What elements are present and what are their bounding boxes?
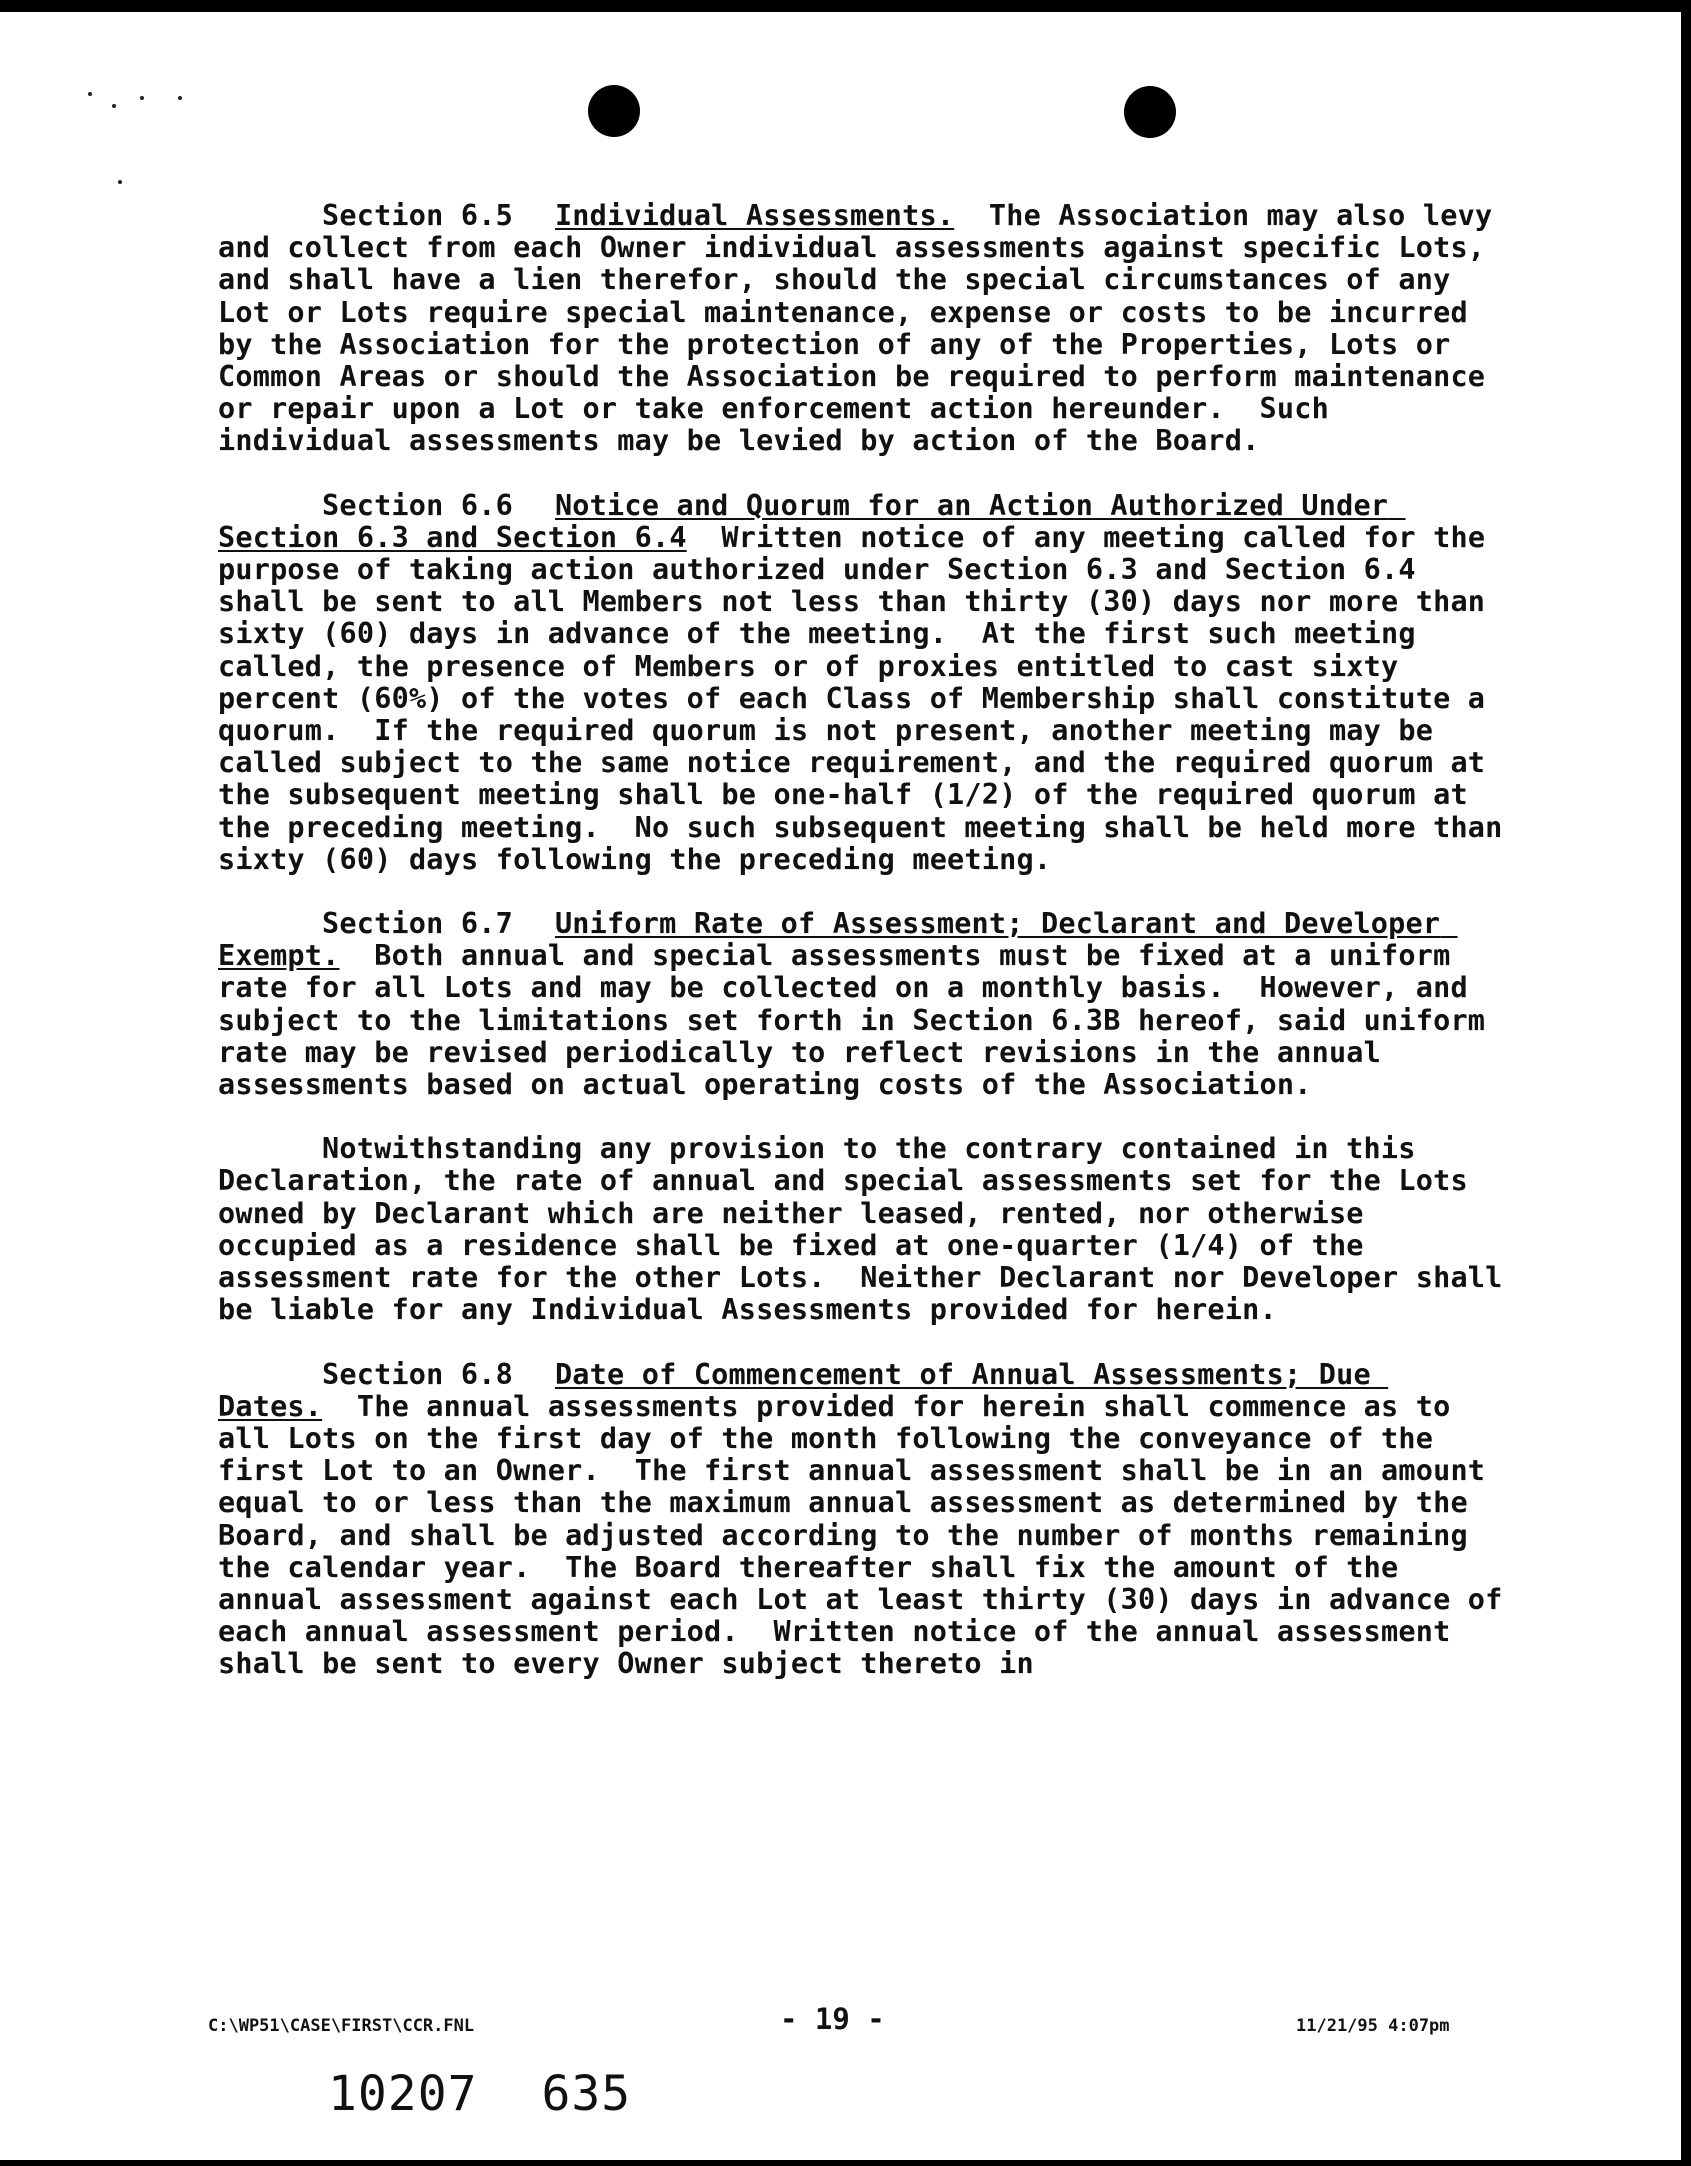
timestamp: 11/21/95 4:07pm [1296, 2016, 1450, 2036]
section-title: Uniform Rate of Assessment; Declarant and Developer Exempt. [218, 907, 1458, 973]
section-body: The Association may also levy and collect from each Owner individual assessments against specific Lots, and shall have a lien therefor, should the special circumstances of any Lot or Lots require special maintenance, expense or costs to be incurred by the Association for the protection of any of the Properties, Lots or Common Areas or should the Association be required to perform maintenance or repair upon a Lot or take enforcement action hereunder. Such individual assessments may be levied by action of the Board. [218, 199, 1510, 458]
record-page-number: 635 [541, 2066, 632, 2122]
scan-speck [140, 96, 144, 100]
section-title: Date of Commencement of Annual Assessments; Due Dates. [218, 1357, 1389, 1423]
notwithstanding-paragraph [218, 1132, 1520, 1327]
record-stamp [328, 2066, 631, 2122]
document-body [218, 199, 1520, 1713]
scan-edge-bottom [0, 2160, 1691, 2166]
record-book-number: 10207 [328, 2066, 478, 2122]
section-body: Written notice of any meeting called for the purpose of taking action authorized under Section 6.3 and Section 6.4 shall be sent to all Members not less than thirty (30) days nor more than sixty (60) days in advance of the meeting. At the first such meeting called, the presence of Members or of proxies entitled to cast sixty percent (60%) of the votes of each Class of Membership shall constitute a quorum. If the required quorum is not present, another meeting may be called subject to the same notice requirement, and the required quorum at the subsequent meeting shall be one-half (1/2) of the required quorum at the preceding meeting. No such subsequent meeting shall be held more than sixty (60) days following the preceding meeting. [218, 520, 1520, 876]
scan-edge-top [0, 0, 1691, 12]
scan-speck [112, 104, 116, 108]
section-body: The annual assessments provided for herein shall commence as to all Lots on the first day of the month following the conveyance of the first Lot to an Owner. The first annual assessment shall be in an amount equal to or less than the maximum annual assessment as determined by the Board, and shall be adjusted according to the number of months remaining the calendar year. The Board thereafter shall fix the amount of the annual assessment against each Lot at least thirty (30) days in advance of each annual assessment period. Written notice of the annual assessment shall be sent to every Owner subject thereto in [218, 1389, 1520, 1681]
section-number: Section 6.7 [322, 907, 513, 941]
scan-speck [88, 92, 92, 96]
page-number: - 19 - [780, 2002, 885, 2036]
section-title: Notice and Quorum for an Action Authorized Under Section 6.3 and Section 6.4 [218, 488, 1406, 554]
scan-speck [178, 96, 182, 100]
punch-hole-left [588, 85, 640, 137]
section-body: Both annual and special assessments must be fixed at a uniform rate for all Lots and may be collected on a monthly basis. However, and subject to the limitations set forth in Section 6.3B hereof, said uniform rate may be revised periodically to reflect revisions in the annual assessments based on actual operating costs of the Association. [218, 939, 1503, 1102]
section-number: Section 6.5 [322, 199, 513, 232]
scan-edge-right [1681, 0, 1691, 2166]
scan-speck [118, 180, 122, 184]
section-6-7-paragraph [218, 908, 1508, 1101]
section-title: Individual Assessments. [554, 199, 955, 232]
section-6-5-paragraph [218, 200, 1508, 458]
section-number: Section 6.6 [322, 488, 513, 522]
section-body: Notwithstanding any provision to the contrary contained in this Declaration, the rate of annual and special assessments set for the Lots owned by Declarant which are neither leased, rented, nor otherwise occupied as a residence shall be fixed at one-quarter (1/4) of the assessment rate for the other Lots. Neither Declarant nor Developer shall be liable for any Individual Assessments provided for herein. [218, 1132, 1520, 1327]
page-footer [0, 2002, 1691, 2042]
section-6-8-paragraph [218, 1357, 1520, 1681]
punch-hole-right [1124, 86, 1176, 138]
file-path: C:\WP51\CASE\FIRST\CCR.FNL [208, 2016, 475, 2036]
section-6-6-paragraph [218, 488, 1520, 876]
section-number: Section 6.8 [322, 1357, 513, 1391]
